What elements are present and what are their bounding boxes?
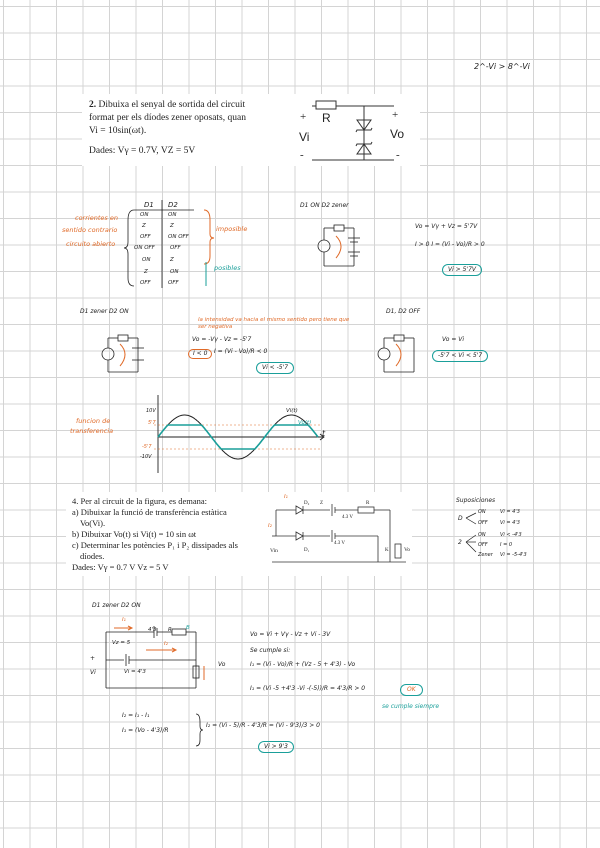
case2-eq2: I = (Vi - Vo)/R < 0 [214, 348, 268, 355]
corner-note: 2^-Vi > 8^-Vi [474, 62, 530, 71]
ex2-text-line2: format per els díodes zener oposats, quan [89, 113, 246, 123]
case4-eq4: I₁ = (Vi -5 +4'3 -Vi -(-5))/R = 4'3/R > 0 [250, 685, 366, 692]
case4-r: R [168, 627, 172, 633]
case1-title: D1 ON D2 zener [300, 202, 349, 209]
ex4-circuit-diagram [270, 496, 410, 571]
case2-cond: I < 0 [188, 349, 212, 359]
y-label-neg10v: -10V [140, 454, 152, 460]
case4-i2: I₂ [164, 641, 168, 647]
table-left-brace [124, 208, 144, 288]
resistor-symbol [358, 507, 374, 513]
vo-label: Vo(t) [298, 420, 312, 426]
transfer-label-1: funcion de [76, 417, 111, 425]
resistor-symbol [316, 101, 336, 109]
sup-d1-off-val: Vi = 4'3 [500, 520, 520, 526]
ex2-minus-right: - [396, 149, 400, 161]
note-sentido: sentido contrario [62, 226, 118, 234]
case2-result: Vi < -5'7 [256, 362, 294, 374]
ex4-dades: Dades: Vγ = 0.7 V Vz = 5 V [72, 562, 169, 572]
case3-title: D1, D2 OFF [386, 308, 421, 315]
ex2-vo-label: Vo [390, 127, 405, 141]
suposiciones-title: Suposiciones [456, 497, 496, 504]
table-row-7-d2: OFF [168, 280, 179, 286]
table-row-2-d2: Z [170, 223, 174, 229]
case4-result: Vi > 9'3 [258, 741, 294, 753]
case4-eq6: I₁ = (Vo - 4'3)/R [122, 727, 169, 734]
sup-d2-z: Zener [478, 552, 493, 558]
case4-title: D1 zener D2 ON [92, 602, 141, 609]
case4-circuit [96, 618, 236, 698]
possible-label: posibles [214, 264, 241, 272]
case2-title: D1 zener D2 ON [80, 308, 129, 315]
case3-eq1: Vo = Vi [442, 336, 465, 343]
table-row-1-d1: ON [140, 212, 149, 218]
case4-eq2: Se cumple si: [250, 647, 291, 654]
transfer-label-2: transferencia [70, 427, 114, 435]
table-row-5-d2: Z [170, 257, 174, 263]
case1-circuit [312, 218, 382, 278]
case4-brace [194, 712, 204, 748]
ex4-i1-label: I₁ [284, 494, 288, 500]
diode-d1-symbol [296, 532, 303, 540]
case2-circuit [96, 330, 176, 390]
ex2-circuit-diagram [294, 98, 424, 168]
table-row-3-d1: OFF [140, 234, 151, 240]
ex2-vi-label: Vi [299, 130, 310, 144]
case1-eq2: I > 0 I = (Vi - Vo)/R > 0 [415, 241, 485, 248]
sup-d1-on-val: Vi = 4'3 [500, 509, 520, 515]
ex4-a2: Vo(Vi). [80, 518, 106, 528]
sup-d2-on-val: Vi < -4'3 [500, 532, 522, 538]
ex4-vo-label: Vo [404, 547, 411, 553]
ex4-k-label: K [385, 548, 389, 553]
ex4-d2-label: D₂ [304, 501, 310, 506]
case4-plus: + [90, 655, 96, 662]
table-row-3-d2: ON OFF [168, 234, 189, 240]
case4-v43a: 4'3 [148, 627, 157, 633]
table-row-4-d1: ON OFF [134, 245, 155, 251]
case4-eq1: Vo = Vi + Vγ - Vz + Vi - 3V [250, 631, 331, 638]
ex4-b: b) Dibuixar Vo(t) si Vi(t) = 10 sin ωt [72, 529, 197, 539]
ex2-plus-left: + [300, 111, 307, 123]
ex2-dades: Dades: Vγ = 0.7V, VZ = 5V [89, 146, 196, 156]
case4-ok: OK [400, 684, 423, 696]
ex2-plus-right: + [392, 109, 399, 121]
zener-diode-symbol [296, 506, 303, 514]
case4-i1: I₁ [122, 617, 126, 623]
ex4-d1-label: D₁ [304, 548, 310, 553]
impossible-label: imposible [216, 225, 248, 233]
case4-eq5: I₂ = I₁ - I₁ [122, 712, 150, 719]
impossible-brace [202, 208, 222, 268]
table-header-d1: D1 [144, 201, 154, 209]
sup-d1-on: ON [478, 509, 486, 515]
ex4-c2: díodes. [80, 551, 105, 561]
ex4-a1: a) Dibuixar la funció de transferència estàtica [72, 507, 227, 517]
ex4-title: 4. Per al circuit de la figura, es demana: [72, 496, 207, 506]
table-row-6-d2: ON [170, 269, 179, 275]
sup-d2-off-val: I = 0 [500, 542, 513, 548]
ex4-r-label: R [366, 501, 370, 506]
transfer-graph [150, 393, 330, 483]
ex2-minus-left: - [300, 149, 304, 161]
ex2-text-line3: Vi = 10sin(ωt). [89, 126, 147, 136]
sup-d2: 2 [458, 539, 462, 546]
y-label-10v: 10V [146, 408, 156, 414]
source-symbol [318, 240, 330, 252]
case1-result: Vi > 5'7V [442, 264, 482, 276]
sup-d2-off: OFF [478, 542, 488, 548]
sup-d2-on: ON [478, 532, 486, 538]
case4-always: se cumple siempre [382, 703, 440, 710]
table-header-d2: D2 [168, 201, 178, 209]
table-row-7-d1: OFF [140, 280, 151, 286]
ex2-r-label: R [322, 111, 331, 125]
case4-node: B [186, 625, 190, 631]
case4-v43b: Vi = 4'3 [124, 669, 146, 675]
table-row-6-d1: Z [144, 269, 148, 275]
table-row-1-d2: ON [168, 212, 177, 218]
ex4-vin-label: Vin [270, 548, 278, 554]
case4-eq7: I₂ = (Vi - 5)/R - 4'3/R = (Vi - 9'3)/3 > 0 [206, 722, 320, 729]
ex4-i2-label: I₂ [268, 523, 272, 529]
y-label-neg57: -5'7 [142, 444, 152, 450]
sup-d1-off: OFF [478, 520, 488, 526]
sup-d1: D [458, 515, 463, 522]
case4-vi: Vi [90, 669, 96, 676]
note-corrientes: corrientes en [75, 214, 118, 222]
case4-vz: Vz = 5 [112, 640, 131, 646]
case2-note: la intensidad va hacia el mismo sentido pero tiene que ser negativa [198, 317, 350, 331]
case1-eq1: Vo = Vγ + Vz = 5'7V [415, 223, 478, 230]
ex4-z-label: Z [320, 501, 324, 506]
ex4-v2-label: 4.3 V [334, 541, 346, 546]
sup-d2-z-val: Vi = -5-4'3 [500, 552, 527, 558]
vi-label: Vi(t) [286, 408, 298, 414]
y-label-57: 5'7 [148, 420, 156, 426]
case4-vo: Vo [218, 661, 226, 668]
table-row-5-d1: ON [142, 257, 151, 263]
case3-result: -5'7 < Vi < 5'7 [432, 350, 488, 362]
case4-eq3: I₁ = (Vi - Vo)/R + (Vz - 5 + 4'3) - Vo [250, 661, 356, 668]
ex2-text-line1: 2. Dibuixa el senyal de sortida del circuit [89, 100, 246, 110]
case2-eq1: Vo = -Vγ - Vz = -5'7 [192, 336, 252, 343]
t-label: t [322, 429, 326, 438]
table-row-4-d2: OFF [170, 245, 181, 251]
ex4-v1-label: 4.3 V [342, 515, 354, 520]
ex4-c1: c) Determinar les potències P₁ i P₂ dissipades als [72, 540, 238, 550]
table-row-2-d1: Z [142, 223, 146, 229]
note-circuito: circuito abierto [66, 240, 116, 248]
